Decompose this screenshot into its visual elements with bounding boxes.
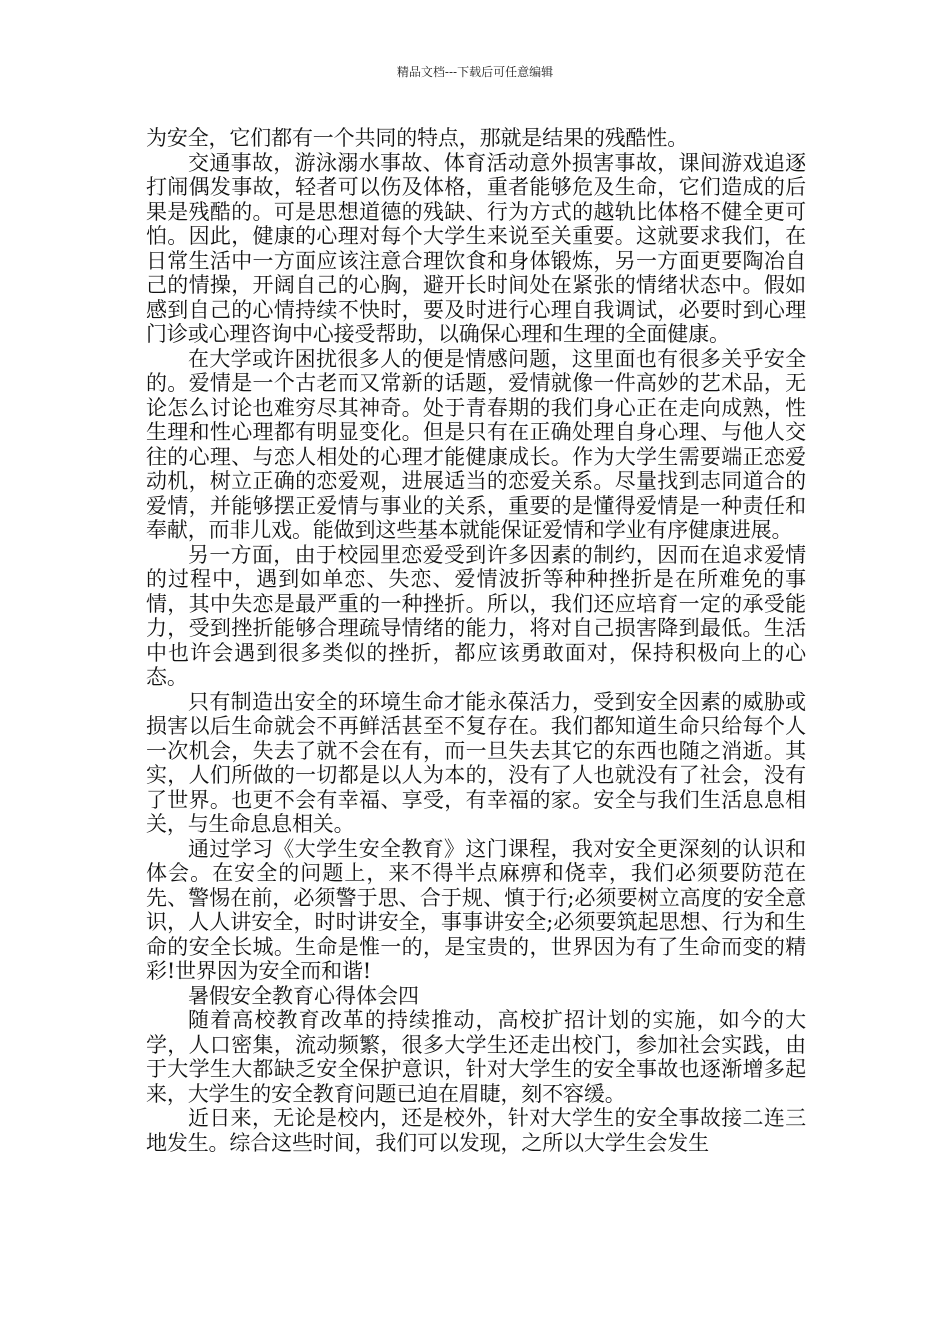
paragraph-2: 交通事故，游泳溺水事故、体育活动意外损害事故，课间游戏追逐打闹偶发事故，轻者可以伤及体格，重者能够危及生命，它们造成的后果是残酷的。可是思想道德的残缺、行为方式的越轨比体格不健全更可怕。因此，健康的心理对每个大学生来说至关重要。这就要求我们，在日常生活中一方面应该注意合理饮食和身体锻炼，另一方面更要陶冶自己的情操，开阔自己的心胸，避开长时间处在紧张的情绪状态中。假如感到自己的心情持续不快时，要及时进行心理自我调试，必要时到心理门诊或心理咨询中心接受帮助，以确保心理和生理的全面健康。: [146, 150, 806, 346]
page-header: 精品文档---下载后可任意编辑: [396, 65, 554, 79]
paragraph-8: 近日来，无论是校内，还是校外，针对大学生的安全事故接二连三地发生。综合这些时间，我们可以发现，之所以大学生会发生: [146, 1106, 806, 1155]
paragraph-3: 在大学或许困扰很多人的便是情感问题，这里面也有很多关乎安全的。爱情是一个古老而又常新的话题，爱情就像一件高妙的艺术品，无论怎么讨论也难穷尽其神奇。处于青春期的我们身心正在走向成熟，性生理和性心理都有明显变化。但是只有在正确处理自身心理、与他人交往的心理、与恋人相处的心理才能健康成长。作为大学生需要端正恋爱动机，树立正确的恋爱观，进展适当的恋爱关系。尽量找到志同道合的爱情，并能够摆正爱情与事业的关系，重要的是懂得爱情是一种责任和奉献，而非儿戏。能做到这些基本就能保证爱情和学业有序健康进展。: [146, 346, 806, 542]
paragraph-1: 为安全，它们都有一个共同的特点，那就是结果的残酷性。: [146, 126, 689, 150]
paragraph-4: 另一方面，由于校园里恋爱受到许多因素的制约，因而在追求爱情的过程中，遇到如单恋、失恋、爱情波折等种种挫折是在所难免的事情，其中失恋是最严重的一种挫折。所以，我们还应培育一定的承受能力，受到挫折能够合理疏导情绪的能力，将对自己损害降到最低。生活中也许会遇到很多类似的挫折，都应该勇敢面对，保持积极向上的心态。: [146, 542, 806, 689]
paragraph-6: 通过学习《大学生安全教育》这门课程，我对安全更深刻的认识和体会。在安全的问题上，来不得半点麻痹和侥幸，我们必须要防范在先、警惕在前，必须警于思、合于规、慎于行;必须要树立高度的安全意识，人人讲安全，时时讲安全，事事讲安全;必须要筑起思想、行为和生命的安全长城。生命是惟一的，是宝贵的，世界因为有了生命而变的精彩!世界因为安全而和谐!: [146, 836, 806, 983]
paragraph-7: 随着高校教育改革的持续推动，高校扩招计划的实施，如今的大学，人口密集，流动频繁，很多大学生还走出校门，参加社会实践，由于大学生大都缺乏安全保护意识，针对大学生的安全事故也逐渐增多起来，大学生的安全教育问题已迫在眉睫，刻不容缓。: [146, 1008, 806, 1106]
document-body: [146, 126, 806, 1155]
section-heading: 暑假安全教育心得体会四: [188, 983, 419, 1008]
paragraph-5: 只有制造出安全的环境生命才能永葆活力，受到安全因素的威胁或损害以后生命就会不再鲜活甚至不复存在。我们都知道生命只给每个人一次机会，失去了就不会在有，而一旦失去其它的东西也随之消逝。其实，人们所做的一切都是以人为本的，没有了人也就没有了社会，没有了世界。也更不会有幸福、享受，有幸福的家。安全与我们生活息息相关，与生命息息相关。: [146, 689, 806, 836]
